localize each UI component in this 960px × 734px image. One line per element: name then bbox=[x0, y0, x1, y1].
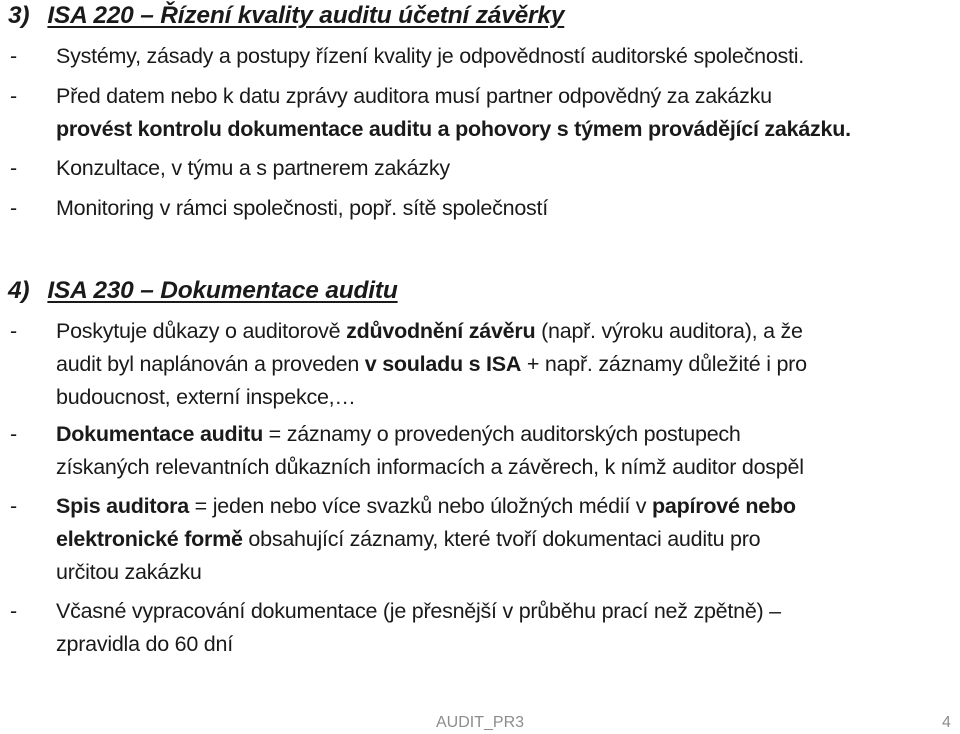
bold-run: Spis auditora bbox=[56, 494, 189, 518]
footer-label: AUDIT_PR3 bbox=[436, 714, 525, 731]
bullet-dash: - bbox=[10, 599, 18, 623]
bullet-dash: - bbox=[10, 196, 18, 220]
s4-bullet-3-line-2 bbox=[56, 529, 760, 551]
s4-bullet-3-line-3: určitou zakázku bbox=[56, 560, 202, 584]
s3-bullet-2-line-1: Před datem nebo k datu zprávy auditora musí partner odpovědný za zakázku bbox=[56, 84, 772, 108]
s3-bullet-2-bold: provést kontrolu dokumentace auditu a pohovory s týmem provádějící zakázku. bbox=[56, 117, 851, 141]
bold-run: papírové nebo bbox=[652, 494, 796, 518]
bold-run: elektronické formě bbox=[56, 527, 243, 551]
text-run: = záznamy o provedených auditorských postupech bbox=[262, 422, 741, 446]
text-run: + např. záznamy důležité i pro bbox=[521, 352, 807, 376]
text-run: Poskytuje důkazy o auditorově bbox=[56, 319, 347, 343]
section-3-title: ISA 220 – Řízení kvality auditu účetní závěrky bbox=[47, 2, 565, 29]
bold-run: Dokumentace auditu bbox=[56, 422, 263, 446]
section-4-title: ISA 230 – Dokumentace auditu bbox=[47, 277, 398, 304]
bullet-dash: - bbox=[10, 44, 18, 68]
s4-bullet-3-line-1 bbox=[56, 496, 796, 518]
s4-bullet-1-line-2 bbox=[56, 354, 807, 376]
section-3-heading bbox=[8, 2, 564, 30]
bullet-dash: - bbox=[10, 156, 18, 180]
s3-bullet-1: Systémy, zásady a postupy řízení kvality je odpovědností auditorské společnosti. bbox=[56, 44, 805, 68]
text-run: obsahující záznamy, které tvoří dokumentaci auditu pro bbox=[242, 527, 761, 551]
s4-bullet-2-line-1 bbox=[56, 424, 741, 446]
s3-bullet-3: Konzultace, v týmu a s partnerem zakázky bbox=[56, 156, 450, 180]
s3-bullet-4: Monitoring v rámci společnosti, popř. sítě společností bbox=[56, 196, 548, 220]
s4-bullet-4-line-2: zpravidla do 60 dní bbox=[56, 632, 233, 656]
s3-bullet-2-line-2 bbox=[56, 119, 851, 141]
text-run: = jeden nebo více svazků nebo úložných médií v bbox=[188, 494, 653, 518]
s4-bullet-2-line-2: získaných relevantních důkazních informacích a závěrech, k nímž auditor dospěl bbox=[56, 455, 804, 479]
section-4-number: 4) bbox=[8, 277, 30, 304]
bold-run: zdůvodnění závěru bbox=[346, 319, 536, 343]
bullet-dash: - bbox=[10, 319, 18, 343]
text-run: (např. výroku auditora), a že bbox=[535, 319, 803, 343]
bold-run: v souladu s ISA bbox=[364, 352, 522, 376]
text-run: audit byl naplánován a proveden bbox=[56, 352, 365, 376]
section-4-heading bbox=[8, 277, 398, 305]
section-3-number: 3) bbox=[8, 2, 30, 29]
bullet-dash: - bbox=[10, 422, 18, 446]
s4-bullet-1-line-1 bbox=[56, 321, 803, 343]
s4-bullet-4-line-1: Včasné vypracování dokumentace (je přesnější v průběhu prací než zpětně) – bbox=[56, 599, 781, 623]
bullet-dash: - bbox=[10, 84, 18, 108]
bullet-dash: - bbox=[10, 494, 18, 518]
s4-bullet-1-line-3: budoucnost, externí inspekce,… bbox=[56, 385, 356, 409]
page-number: 4 bbox=[942, 714, 951, 731]
